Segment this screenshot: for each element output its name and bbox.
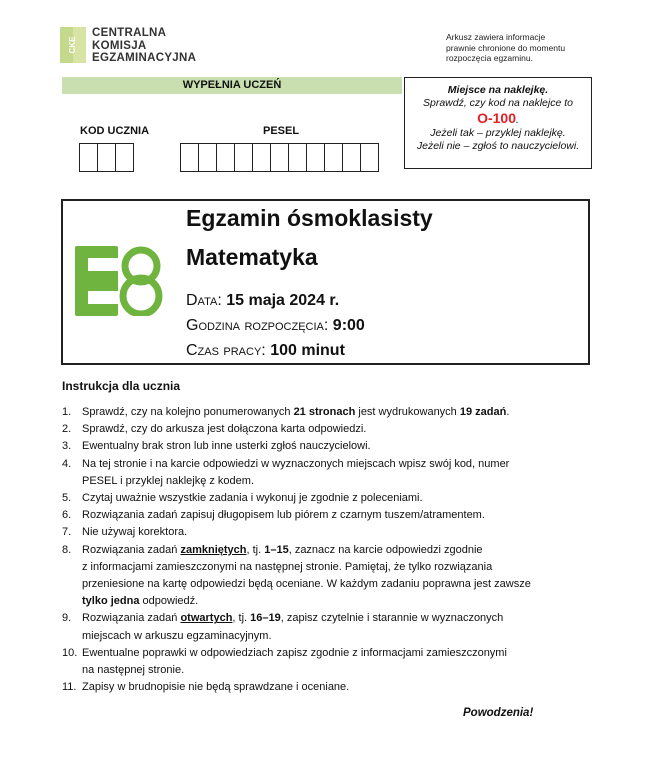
text-bold-underline: otwartych (180, 612, 233, 625)
instruction-item (62, 507, 592, 524)
text-line (82, 542, 592, 559)
item-number: 4. (62, 457, 72, 470)
sticker-line-check: Sprawdź, czy kod na naklejce to (423, 97, 573, 109)
item-number: 1. (62, 406, 72, 418)
notice-line: prawnie chronione do momentu (446, 42, 566, 53)
item-text (82, 456, 592, 490)
exam-date (186, 291, 339, 311)
pesel-digit-box[interactable] (307, 144, 325, 171)
code-digit-box[interactable] (116, 144, 133, 171)
sticker-area[interactable] (404, 77, 592, 169)
text-line: z informacjami zamieszczonymi na następnej stronie. Pamiętaj, że tylko rozwiązania (82, 560, 493, 573)
text-run: odpowiedź. (139, 595, 199, 608)
text-bold: tylko jedna (82, 595, 140, 608)
item-text (82, 404, 592, 421)
cke-logo-mark-text: CKE (68, 36, 77, 54)
item-number: 10. (62, 646, 78, 659)
text-run: , tj. (232, 612, 251, 625)
text-run: Sprawdź, czy na kolejno ponumerowanych (82, 406, 294, 418)
student-code-input[interactable] (79, 143, 134, 172)
item-text: Sprawdź, czy do arkusza jest dołączona karta odpowiedzi. (82, 423, 367, 436)
text-bold: 1–15 (264, 543, 289, 556)
item-number: 3. (62, 440, 72, 453)
text-line (82, 610, 592, 627)
item-text: Zapisy w brudnopisie nie będą sprawdzane i oceniane. (82, 681, 350, 694)
item-text (82, 610, 592, 644)
item-text (82, 542, 592, 611)
instruction-item (62, 542, 592, 611)
item-number: 11. (62, 681, 77, 694)
notice-line: Arkusz zawiera informacje (446, 32, 546, 42)
instruction-item (62, 645, 592, 679)
text-run: Rozwiązania zadań (82, 612, 181, 625)
item-text: Ewentualny brak stron lub inne usterki zgłoś nauczycielowi. (82, 440, 371, 453)
pesel-digit-box[interactable] (217, 144, 235, 171)
pesel-digit-box[interactable] (271, 144, 289, 171)
confidential-notice (446, 32, 596, 64)
text-line: Ewentualne poprawki w odpowiedziach zapisz zgodnie z informacjami zamieszczonymi (82, 646, 507, 659)
text-bold: 21 stronach (293, 406, 356, 418)
duration-value: 100 minut (270, 342, 345, 359)
text-line: PESEL i przyklej naklejkę z kodem. (82, 474, 254, 487)
sticker-code-line (405, 110, 591, 127)
start-label: Godzina rozpoczęcia: (186, 317, 329, 334)
item-number: 5. (62, 492, 72, 505)
item-number: 9. (62, 612, 72, 625)
instruction-item (62, 679, 592, 696)
pesel-label: PESEL (263, 125, 300, 137)
pesel-digit-box[interactable] (235, 144, 253, 171)
text-bold: 16–19 (250, 612, 281, 625)
item-text (82, 645, 592, 679)
student-code-label: KOD UCZNIA (80, 125, 150, 137)
item-number: 2. (62, 423, 72, 436)
date-value: 15 maja 2024 r. (226, 292, 340, 309)
text-line (82, 593, 592, 610)
cke-logo-text (92, 27, 196, 65)
sticker-code: O-100 (477, 110, 516, 126)
good-luck-text: Powodzenia! (463, 707, 534, 719)
pesel-digit-box[interactable] (199, 144, 217, 171)
logo-line: KOMISJA (92, 39, 147, 52)
instruction-item (62, 438, 592, 455)
text-run: , zaznacz na karcie odpowiedzi zgodnie (288, 543, 483, 556)
item-number: 6. (62, 509, 72, 522)
e8-badge-icon (75, 246, 167, 316)
exam-start (186, 316, 365, 336)
code-digit-box[interactable] (98, 144, 116, 171)
notice-line: rozpoczęcia egzaminu. (446, 53, 533, 63)
item-text: Rozwiązania zadań zapisuj długopisem lub piórem z czarnym tuszem/atramentem. (82, 509, 485, 522)
item-text: Czytaj uważnie wszystkie zadania i wykonuj je zgodnie z poleceniami. (82, 492, 423, 505)
exam-duration (186, 341, 345, 361)
exam-title: Egzamin ósmoklasisty (186, 205, 433, 231)
item-number: 7. (62, 526, 72, 539)
code-digit-box[interactable] (80, 144, 98, 171)
pesel-digit-box[interactable] (253, 144, 271, 171)
text-line: Na tej stronie i na karcie odpowiedzi w wyznaczonych miejscach wpisz swój kod, numer (82, 457, 510, 470)
text-line: na następnej stronie. (82, 664, 185, 677)
text-line: miejscach w arkuszu egzaminacyjnym. (82, 629, 272, 642)
instruction-item (62, 404, 592, 421)
pesel-digit-box[interactable] (361, 144, 378, 171)
instruction-item (62, 490, 592, 507)
instructions-title: Instrukcja dla ucznia (62, 379, 181, 393)
instruction-item (62, 610, 592, 644)
instruction-item (62, 421, 592, 438)
text-run: Rozwiązania zadań (82, 543, 181, 556)
text-bold: 19 zadań (459, 406, 507, 418)
logo-line: CENTRALNA (92, 27, 167, 39)
text-run: jest wydrukowanych (355, 406, 460, 418)
pesel-digit-box[interactable] (343, 144, 361, 171)
instruction-item (62, 524, 592, 541)
pesel-digit-box[interactable] (289, 144, 307, 171)
text-run: , zapisz czytelnie i starannie w wyznaczonych (280, 612, 504, 625)
sticker-code-suffix: . (516, 114, 519, 126)
pesel-input[interactable] (180, 143, 379, 172)
sticker-line-no: Jeżeli nie – zgłoś to nauczycielowi. (416, 140, 580, 152)
sticker-title: Miejsce na naklejkę. (447, 84, 549, 96)
pesel-digit-box[interactable] (325, 144, 343, 171)
item-number: 8. (62, 543, 72, 556)
text-run: , tj. (246, 543, 265, 556)
cke-logo-mark (60, 27, 86, 63)
student-fill-strip: WYPEŁNIA UCZEŃ (62, 77, 402, 94)
instruction-item (62, 456, 592, 490)
sticker-line-yes: Jeżeli tak – przyklej naklejkę. (430, 127, 566, 139)
item-text: Nie używaj korektora. (82, 526, 188, 539)
pesel-digit-box[interactable] (181, 144, 199, 171)
text-bold-underline: zamkniętych (180, 543, 247, 556)
exam-subject: Matematyka (186, 244, 318, 270)
start-value: 9:00 (332, 317, 365, 334)
duration-label: Czas pracy: (186, 342, 266, 359)
text-line: przeniesione na kartę odpowiedzi będą oceniane. W każdym zadaniu poprawna jest zawsze (82, 578, 531, 591)
text-run: . (506, 406, 510, 418)
date-label: Data: (186, 292, 222, 309)
logo-line: EGZAMINACYJNA (92, 52, 197, 64)
instructions-list (62, 404, 592, 696)
